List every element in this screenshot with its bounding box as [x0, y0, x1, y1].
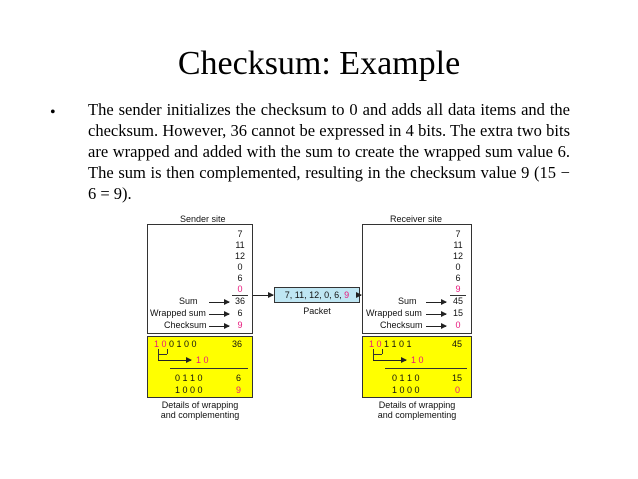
bullet-paragraph: The sender initializes the checksum to 0 and adds all data items and the checksum. However, 36 cannot be expressed in 4 bits. The extra two bits are wrapped and added with the sum to create the wrapped sum value 6. The sum is then complemented, resulting in the checksum value 9 (15 − 6 = 9).	[88, 100, 570, 203]
receiver-item-2: 11	[453, 240, 463, 250]
receiver-item-5: 6	[455, 273, 461, 283]
packet-box: 7, 11, 12, 0, 6, 9	[274, 287, 360, 303]
sender-to-packet-arrow	[253, 295, 273, 296]
receiver-wrap-arrow	[373, 360, 406, 361]
bullet-marker: •	[50, 104, 56, 121]
slide-title: Checksum: Example	[177, 45, 461, 82]
sender-details-row1-value: 36	[232, 339, 243, 349]
sender-wrap-arrow	[158, 360, 191, 361]
sender-details-row4: 1 0 0 0	[175, 385, 203, 395]
receiver-wrap-bracket-right	[382, 349, 383, 354]
receiver-wrap-bracket-top	[373, 354, 382, 355]
receiver-site-label: Receiver site	[390, 214, 443, 224]
sender-wrap-bracket-top	[158, 354, 167, 355]
receiver-details-row1: 1 0 1 1 0 1	[369, 339, 412, 349]
sender-details-row3-value: 6	[236, 373, 242, 383]
receiver-sum-arrow	[426, 302, 446, 303]
receiver-details-row3: 0 1 1 0	[392, 373, 420, 383]
sender-details-row4-value: 9	[236, 385, 242, 395]
sender-wrapped-label: Wrapped sum	[150, 308, 206, 318]
receiver-sum-label: Sum	[398, 296, 417, 306]
receiver-sum-value: 45	[452, 296, 463, 306]
sender-details-caption-1: Details of wrapping	[161, 400, 239, 410]
sender-checksum-label: Checksum	[164, 320, 207, 330]
sender-item-3: 12	[234, 251, 245, 261]
sender-sum-arrow	[209, 302, 229, 303]
receiver-details-caption-1: Details of wrapping	[378, 400, 456, 410]
receiver-item-3: 12	[452, 251, 463, 261]
sender-item-2: 11	[235, 240, 245, 250]
sender-wrapped-value: 6	[237, 308, 243, 318]
sender-site-label: Sender site	[180, 214, 226, 224]
receiver-wrapped-label: Wrapped sum	[366, 308, 422, 318]
receiver-checksum-arrow	[426, 326, 446, 327]
sender-details-row1: 1 0 0 1 0 0	[154, 339, 197, 349]
receiver-checksum-label: Checksum	[380, 320, 423, 330]
receiver-details-caption-2: and complementing	[377, 410, 457, 420]
receiver-details-rule	[385, 368, 467, 369]
sender-details-rule	[170, 368, 248, 369]
receiver-item-4: 0	[455, 262, 461, 272]
receiver-wrapped-value: 15	[452, 308, 463, 318]
receiver-details-row4: 1 0 0 0	[392, 385, 420, 395]
sender-wrap-bracket-right	[167, 349, 168, 354]
sender-checksum-init: 0	[237, 284, 243, 294]
sender-checksum-arrow	[209, 326, 229, 327]
packet-to-receiver-arrow	[360, 295, 361, 296]
sender-item-4: 0	[237, 262, 243, 272]
sender-wrapped-arrow	[209, 314, 229, 315]
sender-details-row3: 0 1 1 0	[175, 373, 203, 383]
sender-sum-value: 36	[234, 296, 245, 306]
receiver-checksum-value: 0	[455, 320, 461, 330]
receiver-details-row2: 1 0	[411, 355, 424, 365]
receiver-details-row1-value: 45	[452, 339, 463, 349]
sender-details-row2: 1 0	[196, 355, 209, 365]
receiver-details-row3-value: 15	[452, 373, 463, 383]
receiver-wrapped-arrow	[426, 314, 446, 315]
sender-item-5: 6	[237, 273, 243, 283]
receiver-checksum-received: 9	[455, 284, 461, 294]
sender-sum-label: Sum	[179, 296, 198, 306]
sender-item-1: 7	[237, 229, 243, 239]
sender-checksum-value: 9	[237, 320, 243, 330]
receiver-details-row4-value: 0	[455, 385, 461, 395]
sender-details-caption-2: and complementing	[160, 410, 240, 420]
receiver-item-1: 7	[455, 229, 461, 239]
packet-label: Packet	[303, 306, 331, 316]
